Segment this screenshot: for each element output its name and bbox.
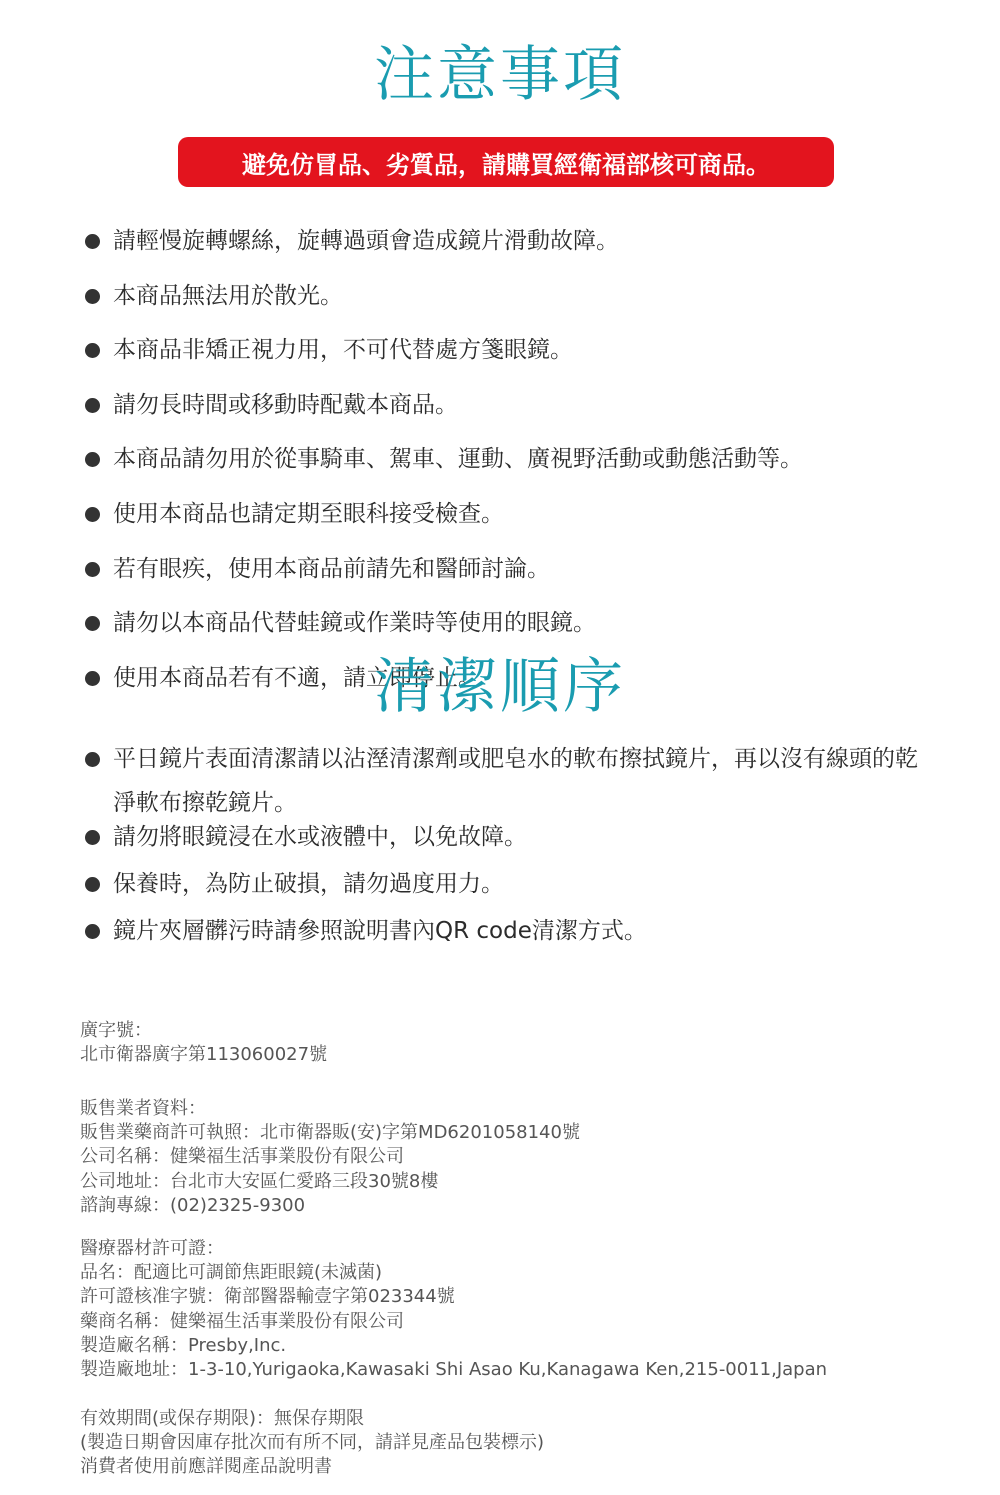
list-item-text: 請勿將眼鏡浸在水或液體中，以免故障。	[113, 824, 527, 850]
seller-line: 公司地址：台北市大安區仁愛路三段30號8樓	[80, 1170, 439, 1192]
list-item-text: 本商品請勿用於從事騎車、駕車、運動、廣視野活動或動態活動等。	[113, 446, 803, 473]
list-item	[85, 916, 965, 946]
bullet-dot-icon	[85, 877, 100, 892]
medical-device-line: 製造廠地址：1-3-10,Yurigaoka,Kawasaki Shi Asao Ku,Kanagawa Ken,215-0011,Japan	[80, 1358, 828, 1380]
list-item	[85, 390, 965, 420]
seller-line: 公司名稱：健樂福生活事業股份有限公司	[80, 1146, 404, 1168]
medical-device-line: 許可證核准字號：衛部醫器輸壹字第023344號	[80, 1286, 455, 1308]
list-item	[85, 226, 965, 256]
cleaning-list	[85, 744, 965, 963]
list-item	[85, 499, 965, 529]
list-item	[85, 281, 965, 311]
validity-block	[80, 1407, 544, 1480]
ad-license-block	[80, 1019, 327, 1067]
list-item	[85, 869, 965, 899]
ad-license-value: 北市衛器廣字第113060027號	[80, 1044, 328, 1066]
list-item-text: 使用本商品若有不適，請立即停止。	[113, 664, 481, 691]
bullet-dot-icon	[85, 752, 100, 767]
validity-line: (製造日期會因庫存批次而有所不同，請詳見產品包裝標示)	[80, 1432, 545, 1454]
list-item-text: 若有眼疾，使用本商品前請先和醫師討論。	[113, 555, 550, 582]
bullet-dot-icon	[85, 289, 100, 304]
precautions-list	[85, 226, 965, 717]
bullet-dot-icon	[85, 507, 100, 522]
list-item-text: 請勿以本商品代替蛙鏡或作業時等使用的眼鏡。	[113, 610, 596, 637]
list-item-text: 本商品非矯正視力用，不可代替處方箋眼鏡。	[113, 337, 573, 364]
list-item-text: 使用本商品也請定期至眼科接受檢查。	[113, 500, 504, 527]
medical-device-block	[80, 1237, 827, 1382]
precautions-title: 注意事項	[374, 40, 626, 110]
medical-device-heading: 醫療器材許可證：	[80, 1238, 224, 1259]
seller-heading: 販售業者資料：	[80, 1098, 206, 1119]
medical-device-line: 藥商名稱：健樂福生活事業股份有限公司	[80, 1310, 404, 1332]
bullet-dot-icon	[85, 924, 100, 939]
list-item	[85, 554, 965, 584]
list-item-text: 請勿長時間或移動時配戴本商品。	[113, 391, 458, 418]
bullet-dot-icon	[85, 830, 100, 845]
bullet-dot-icon	[85, 234, 100, 249]
medical-device-line: 製造廠名稱：Presby,Inc.	[80, 1334, 287, 1356]
warning-banner-text: 避免仿冒品、劣質品，請購買經衛福部核可商品。	[242, 150, 770, 179]
list-item-text: 請輕慢旋轉螺絲，旋轉過頭會造成鏡片滑動故障。	[113, 228, 619, 254]
list-item-text: 平日鏡片表面清潔請以沾溼清潔劑或肥皂水的軟布擦拭鏡片，再以沒有線頭的乾淨軟布擦乾鏡片。	[113, 746, 918, 816]
seller-info-block	[80, 1097, 580, 1218]
bullet-dot-icon	[85, 343, 100, 358]
bullet-dot-icon	[85, 616, 100, 631]
bullet-dot-icon	[85, 452, 100, 467]
list-item-text: 本商品無法用於散光。	[113, 282, 343, 309]
bullet-dot-icon	[85, 562, 100, 577]
validity-line: 消費者使用前應詳閱產品說明書	[80, 1456, 332, 1478]
seller-line: 諮詢專線：(02)2325-9300	[80, 1194, 306, 1216]
medical-device-line: 品名：配適比可調節焦距眼鏡(未滅菌)	[80, 1262, 383, 1284]
list-item	[85, 737, 965, 816]
seller-line: 販售業藥商許可執照：北市衛器販(安)字第MD6201058140號	[80, 1122, 580, 1144]
list-item-text: 保養時，為防止破損，請勿過度用力。	[113, 871, 504, 897]
list-item	[85, 822, 965, 852]
list-item	[85, 444, 965, 474]
warning-banner	[178, 137, 834, 187]
validity-line: 有效期間(或保存期限)：無保存期限	[80, 1408, 365, 1429]
list-item-text: 鏡片夾層髒污時請參照說明書內QR code清潔方式。	[113, 918, 647, 944]
ad-license-label: 廣字號：	[80, 1020, 152, 1041]
cleaning-title: 清潔順序	[374, 652, 626, 722]
bullet-dot-icon	[85, 398, 100, 413]
list-item	[85, 608, 965, 638]
list-item	[85, 335, 965, 365]
